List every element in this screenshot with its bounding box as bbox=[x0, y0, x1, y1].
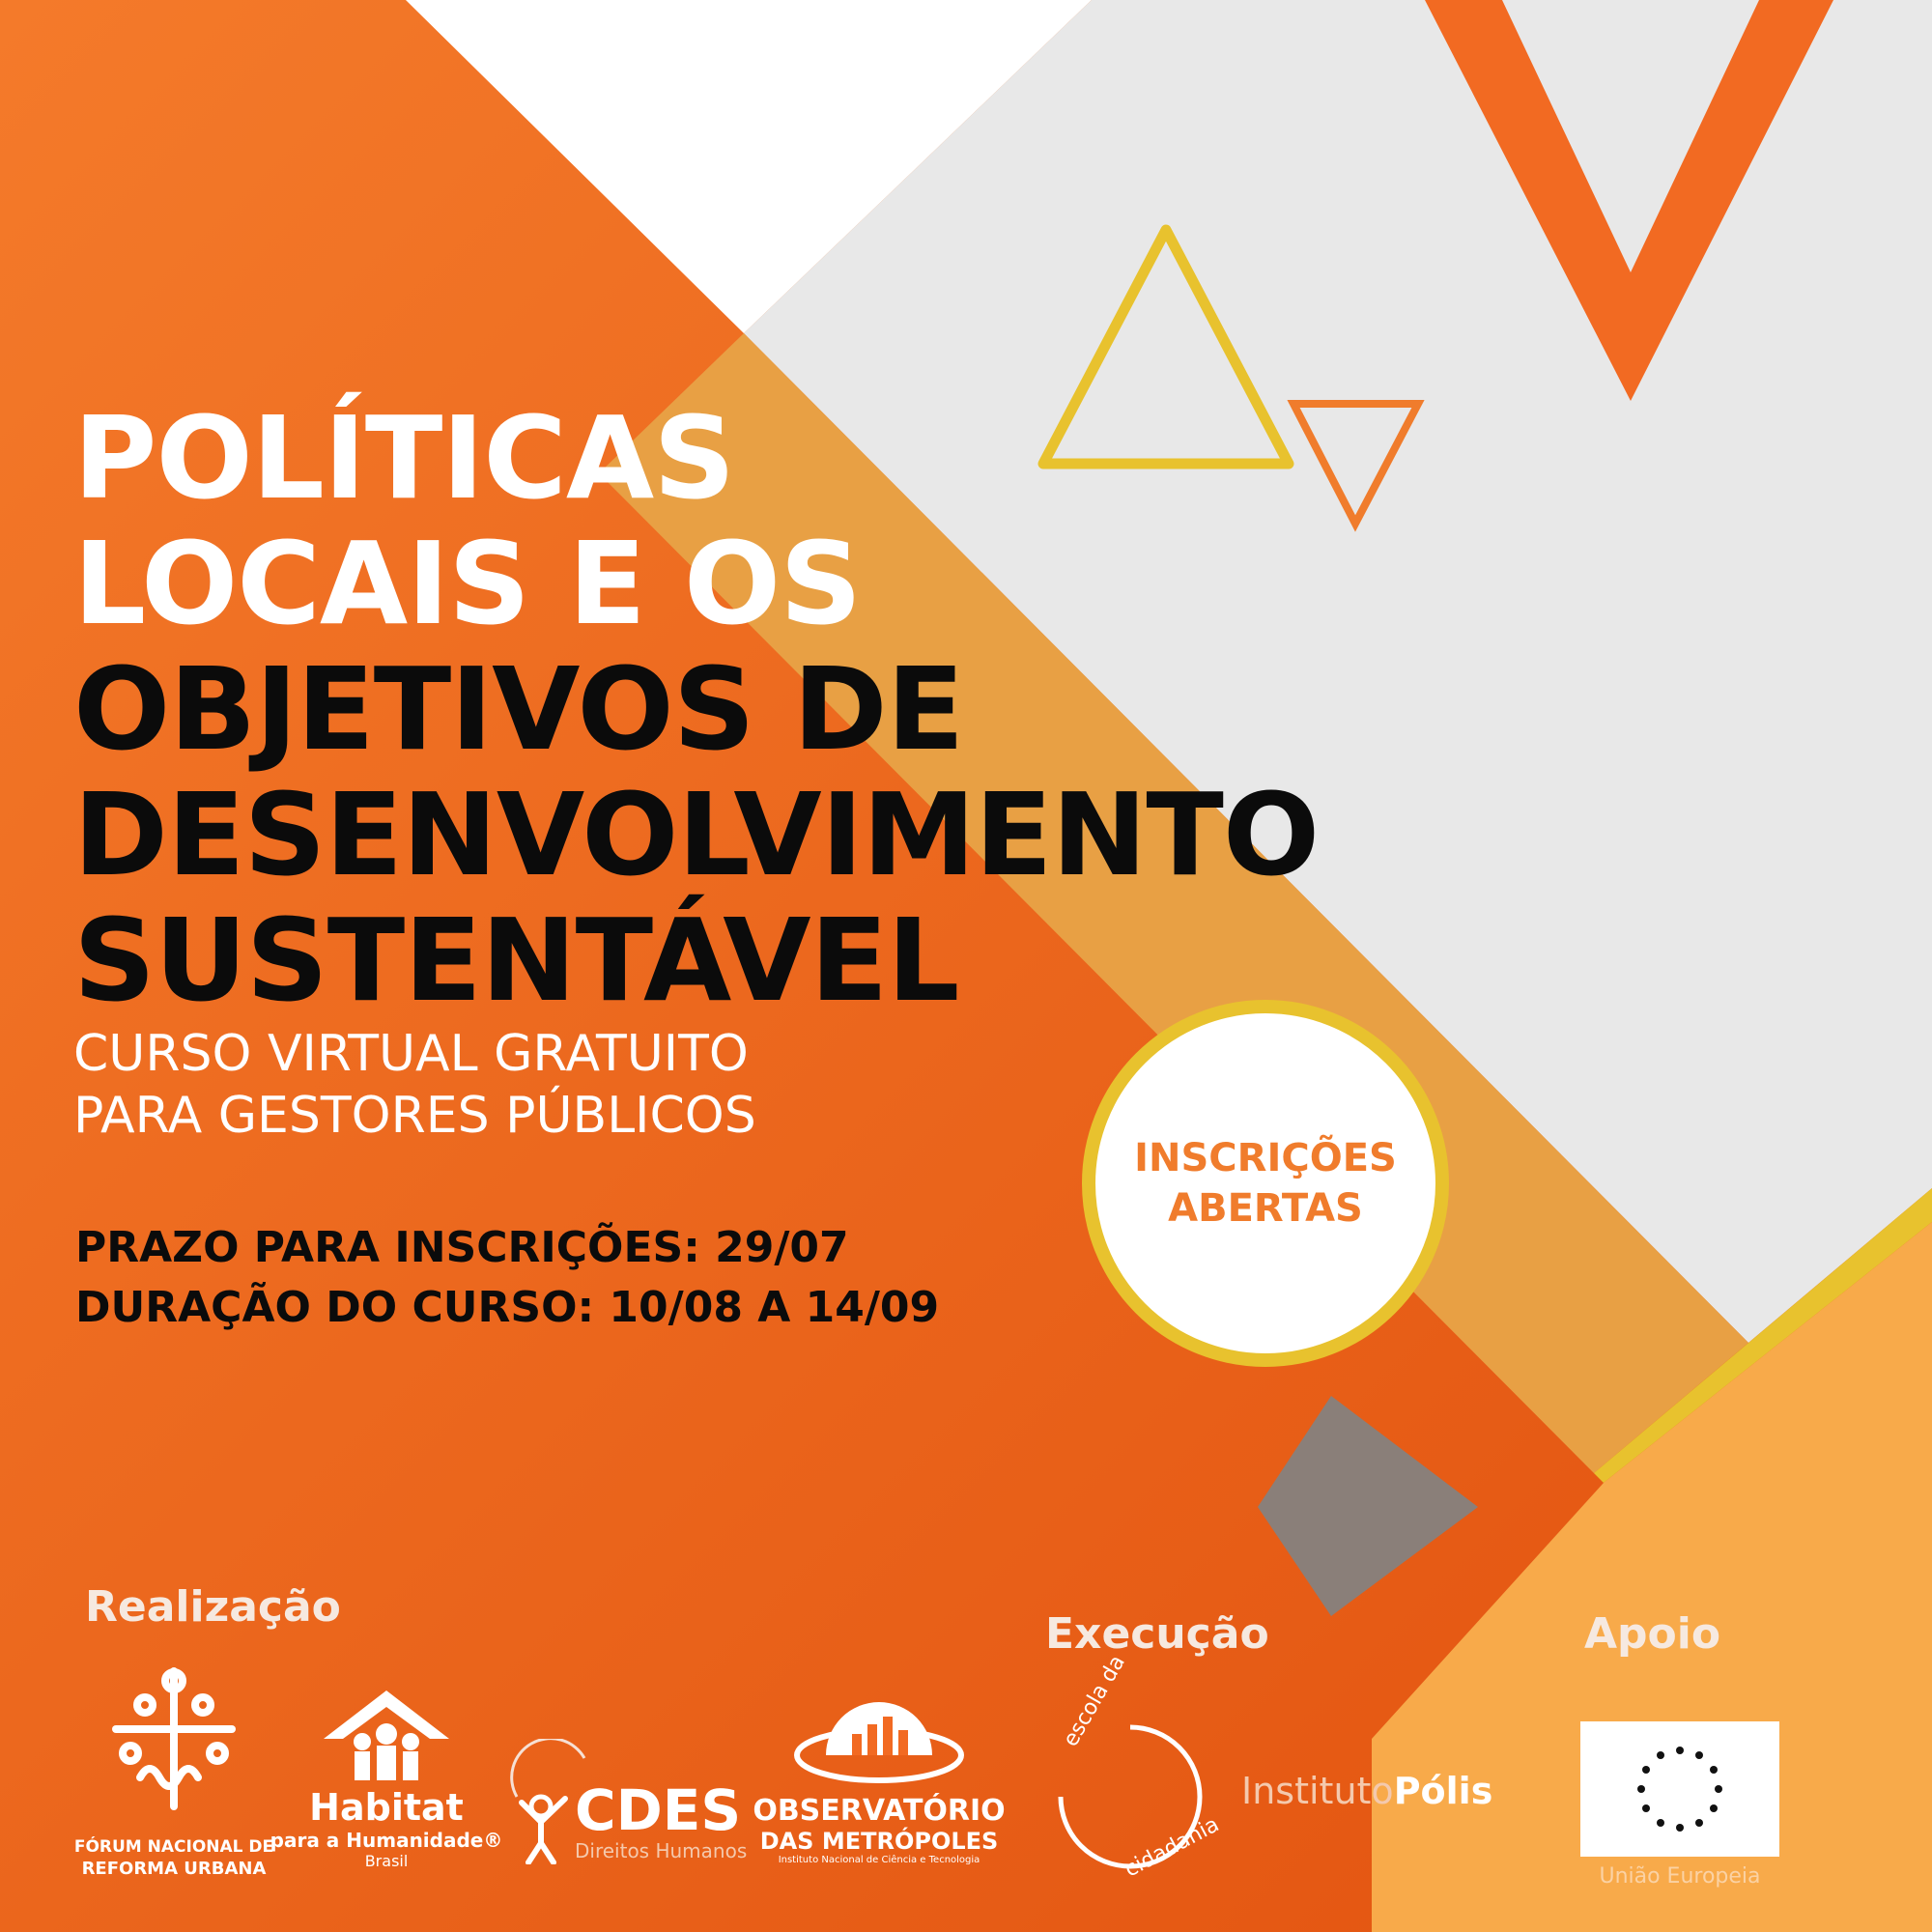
city-skyline-icon bbox=[792, 1695, 966, 1792]
cdes-logo[interactable] bbox=[507, 1739, 749, 1864]
observatorio-name: OBSERVATÓRIO bbox=[753, 1794, 1006, 1828]
escola-text-top: escola da bbox=[1059, 1651, 1130, 1751]
section-label-apoio: Apoio bbox=[1584, 1609, 1721, 1659]
registration-deadline: PRAZO PARA INSCRIÇÕES: 29/07 bbox=[75, 1223, 849, 1272]
section-label-realizacao: Realização bbox=[85, 1582, 341, 1632]
subtitle-line-1: CURSO VIRTUAL GRATUITO bbox=[73, 1025, 749, 1083]
house-people-icon bbox=[319, 1686, 454, 1782]
subtitle-line-2: PARA GESTORES PÚBLICOS bbox=[73, 1087, 756, 1145]
habitat-country: Brasil bbox=[364, 1852, 409, 1870]
observatorio-tagline: DAS METRÓPOLES bbox=[759, 1828, 999, 1855]
forum-reforma-urbana-logo[interactable] bbox=[68, 1662, 280, 1879]
eu-flag-logo[interactable] bbox=[1580, 1721, 1779, 1857]
forum-name-line-1: FÓRUM NACIONAL DE bbox=[73, 1837, 274, 1857]
polis-suffix: Pólis bbox=[1393, 1770, 1493, 1812]
section-label-execucao: Execução bbox=[1045, 1609, 1269, 1659]
instituto-polis-logo[interactable] bbox=[1241, 1770, 1492, 1812]
cdes-tagline: Direitos Humanos bbox=[575, 1839, 748, 1862]
observatorio-logo[interactable] bbox=[753, 1695, 1006, 1865]
title-line-1: POLÍTICAS bbox=[73, 391, 735, 525]
badge-line-2: ABERTAS bbox=[1168, 1186, 1363, 1231]
habitat-tagline: para a Humanidade® bbox=[270, 1829, 503, 1852]
title-line-5: SUSTENTÁVEL bbox=[73, 894, 959, 1027]
eu-caption: União Europeia bbox=[1599, 1864, 1761, 1889]
forum-name-line-2: REFORMA URBANA bbox=[81, 1859, 267, 1879]
escola-cidadania-logo[interactable] bbox=[1053, 1651, 1224, 1883]
course-duration: DURAÇÃO DO CURSO: 10/08 A 14/09 bbox=[75, 1283, 940, 1332]
title-line-4: DESENVOLVIMENTO bbox=[73, 768, 1320, 901]
observatorio-subtitle: Instituto Nacional de Ciência e Tecnologia bbox=[778, 1855, 980, 1865]
registration-open-badge[interactable] bbox=[1082, 1000, 1449, 1367]
habitat-logo[interactable] bbox=[270, 1686, 503, 1870]
eu-stars-flag-icon bbox=[1580, 1721, 1779, 1857]
cdes-name: CDES bbox=[575, 1777, 742, 1843]
title-line-3: OBJETIVOS DE bbox=[73, 642, 964, 776]
polis-prefix: Instituto bbox=[1241, 1770, 1394, 1812]
habitat-name: Habitat bbox=[309, 1786, 464, 1829]
people-cross-icon bbox=[101, 1662, 246, 1816]
title-line-2: LOCAIS E OS bbox=[73, 517, 862, 650]
badge-line-1: INSCRIÇÕES bbox=[1134, 1136, 1397, 1180]
escola-text-bottom: cidadania bbox=[1121, 1812, 1224, 1883]
